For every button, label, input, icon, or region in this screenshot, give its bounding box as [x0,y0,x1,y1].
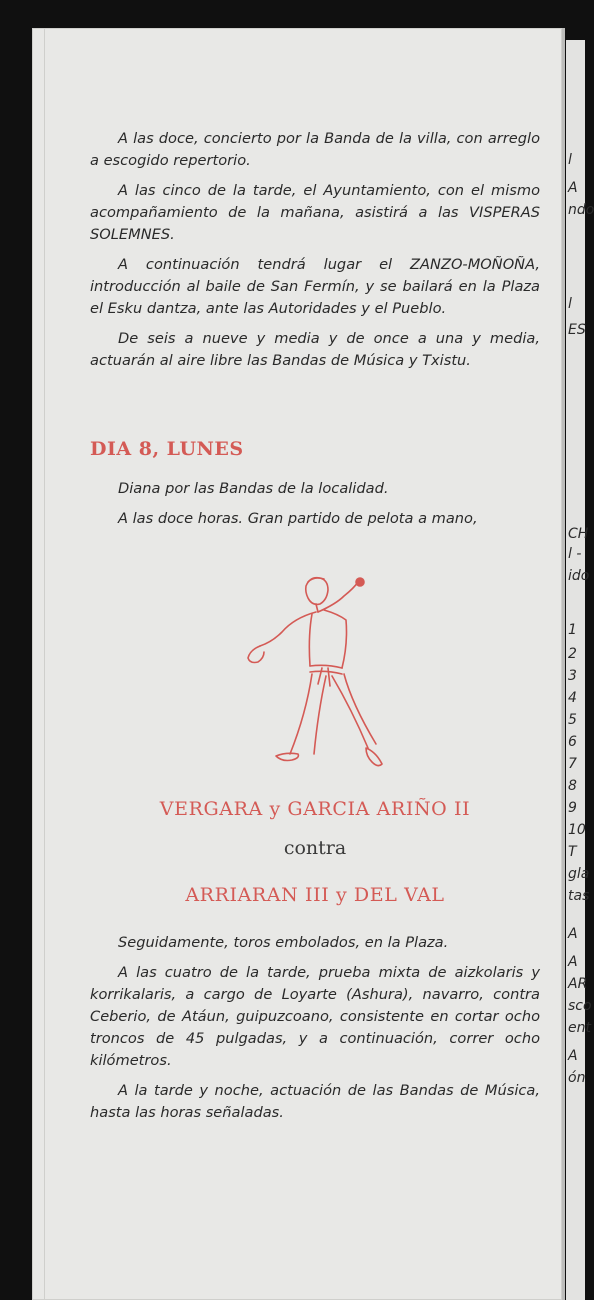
adjacent-fragment: 3 [568,668,577,684]
adjacent-fragment: AR [568,976,588,992]
adjacent-fragment: 4 [568,690,577,706]
adjacent-fragment: CH [568,526,589,542]
program-text-top [90,128,540,380]
adjacent-fragment: ido [568,568,590,584]
adjacent-fragment: 1 [568,622,577,638]
team-b: ARRIARAN III y DEL VAL [185,884,445,906]
adjacent-fragment: 6 [568,734,577,750]
paragraph: A las doce horas. Gran partido de pelota a mano, [118,510,478,527]
adjacent-fragment: sco [568,998,592,1014]
adjacent-fragment: 8 [568,778,577,794]
adjacent-page-strip [566,40,594,1300]
page-gutter [562,28,565,1300]
adjacent-fragment: ent [568,1020,591,1036]
program-text-bottom [90,932,540,1132]
adjacent-fragment: A [568,1048,578,1064]
adjacent-fragment: A [568,180,578,196]
team-a: VERGARA y GARCIA ARIÑO II [159,798,471,820]
versus-label: contra [283,837,347,859]
pelota-player-illustration [232,564,392,776]
paragraph: A continuación tendrá lugar el ZANZO-MOÑOÑA, introducción al baile de San Fermín, y se bailará en la Plaza el Esku dantza, ante las Autoridades y el Pueblo. [90,256,540,317]
adjacent-fragment: ndo [568,202,594,218]
adjacent-fragment: l - [568,546,582,562]
paragraph: De seis a nueve y media y de once a una y media, actuarán al aire libre las Bandas de Música y Txistu. [90,330,540,369]
paragraph: A la tarde y noche, actuación de las Bandas de Música, hasta las horas señaladas. [90,1082,540,1121]
adjacent-fragment: 2 [568,646,577,662]
adjacent-fragment: 7 [568,756,577,772]
adjacent-fragment: ES [568,322,586,338]
adjacent-fragment: l [568,152,572,168]
adjacent-fragment: tas [568,888,590,904]
adjacent-fragment: 5 [568,712,577,728]
paragraph: Seguidamente, toros embolados, en la Plaza. [118,934,449,951]
paragraph: A las cinco de la tarde, el Ayuntamiento, con el mismo acompañamiento de la mañana, asistirá a las VISPERAS SOLEMNES. [90,182,540,243]
adjacent-fragment: l [568,296,572,312]
adjacent-fragment: A [568,954,578,970]
adjacent-fragment: 9 [568,800,577,816]
paragraph: A las doce, concierto por la Banda de la villa, con arreglo a escogido repertorio. [90,130,540,169]
paragraph: Diana por las Bandas de la localidad. [118,480,389,497]
adjacent-fragment: T [568,844,577,860]
adjacent-fragment: 10 [568,822,586,838]
program-text-mid [90,478,540,538]
adjacent-fragment: ón [568,1070,586,1086]
day-heading: DIA 8, LUNES [90,438,244,460]
adjacent-fragment: gla [568,866,590,882]
paragraph: A las cuatro de la tarde, prueba mixta de aizkolaris y korrikalaris, a cargo de Loyarte (Ashura), navarro, contra Ceberio, de Atáun, guipuzcoano, consistente en cortar ocho troncos de 45 pulgadas, y a continuación, correr ocho kilómetros. [90,964,540,1069]
adjacent-fragment: A [568,926,578,942]
